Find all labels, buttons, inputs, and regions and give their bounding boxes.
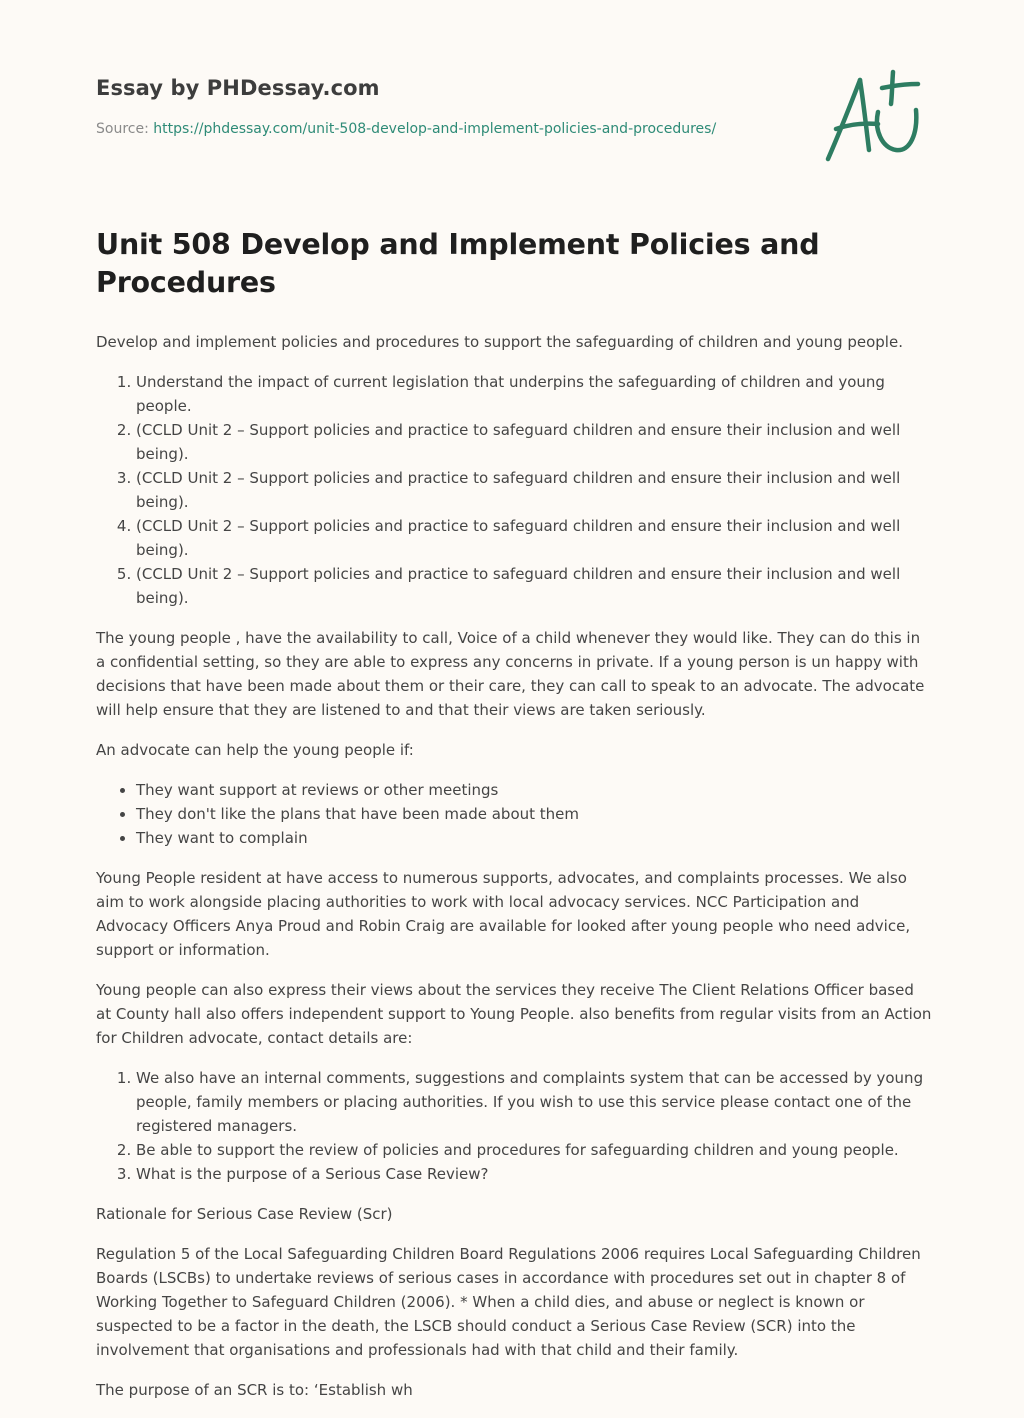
paragraph-advocate-intro: An advocate can help the young people if: xyxy=(96,741,414,759)
list-item: 3. What is the purpose of a Serious Case Review? xyxy=(136,1162,932,1186)
list-item: • They don't like the plans that have been made about them xyxy=(136,802,932,826)
source-line xyxy=(96,121,796,137)
paragraph-rationale-heading: Rationale for Serious Case Review (Scr) xyxy=(96,1205,393,1223)
site-brand: Essay by PHDessay.com xyxy=(96,76,380,100)
article-title: Unit 508 Develop and Implement Policies and Procedures xyxy=(96,228,820,299)
source-label: Source: xyxy=(96,121,149,137)
article-body xyxy=(96,226,932,1418)
review-list xyxy=(96,1066,932,1186)
a-plus-logo-icon xyxy=(820,66,930,166)
list-item: 3. (CCLD Unit 2 – Support policies and practice to safeguard children and ensure their inclusion and well being). xyxy=(136,466,932,514)
list-item: • They want support at reviews or other meetings xyxy=(136,778,932,802)
list-item: 2. (CCLD Unit 2 – Support policies and practice to safeguard children and ensure their inclusion and well being). xyxy=(136,418,932,466)
paragraph-regulation: Regulation 5 of the Local Safeguarding Children Board Regulations 2006 requires Local Safeguarding Children Boards (LSCBs) to undertake reviews of serious cases in accordance with procedures set out in chapter 8 of Working Together to Safeguard Children (2006). * When a child dies, and abuse or neglect is known or suspected to be a factor in the death, the LSCB should conduct a Serious Case Review (SCR) into the involvement that organisations and professionals had with that child and their family. xyxy=(96,1245,921,1359)
paragraph-client-relations: Young people can also express their views about the services they receive The Client Relations Officer based at County hall also offers independent support to Young People. also benefits from regular visits from an Action for Children advocate, contact details are: xyxy=(96,981,932,1047)
paragraph-supports: Young People resident at have access to numerous supports, advocates, and complaints processes. We also aim to work alongside placing authorities to work with local advocacy services. NCC Participation and Advocacy Officers Anya Proud and Robin Craig are available for looked after young people who need advice, support or information. xyxy=(96,869,911,959)
list-item: 2. Be able to support the review of policies and procedures for safeguarding children and young people. xyxy=(136,1138,932,1162)
objectives-list xyxy=(96,370,932,610)
advocate-bullets xyxy=(96,778,932,850)
paragraph-voice-of-child: The young people , have the availability to call, Voice of a child whenever they would like. They can do this in a confidential setting, so they are able to express any concerns in private. If a young person is un happy with decisions that have been made about them or their care, they can call to speak to an advocate. The advocate will help ensure that they are listened to and that their views are taken seriously. xyxy=(96,629,925,719)
list-item: 4. (CCLD Unit 2 – Support policies and practice to safeguard children and ensure their inclusion and well being). xyxy=(136,514,932,562)
intro-paragraph: Develop and implement policies and procedures to support the safeguarding of children and young people. xyxy=(96,333,903,351)
list-item: • They want to complain xyxy=(136,826,932,850)
page-header xyxy=(96,76,796,137)
list-item: 1. We also have an internal comments, suggestions and complaints system that can be accessed by young people, family members or placing authorities. If you wish to use this service please contact one of the registered managers. xyxy=(136,1066,932,1138)
source-link[interactable]: https://phdessay.com/unit-508-develop-and-implement-policies-and-procedures/ xyxy=(153,121,717,137)
list-item: 1. Understand the impact of current legislation that underpins the safeguarding of children and young people. xyxy=(136,370,932,418)
paragraph-purpose: The purpose of an SCR is to: ‘Establish wh xyxy=(96,1381,413,1399)
list-item: 5. (CCLD Unit 2 – Support policies and practice to safeguard children and ensure their inclusion and well being). xyxy=(136,562,932,610)
